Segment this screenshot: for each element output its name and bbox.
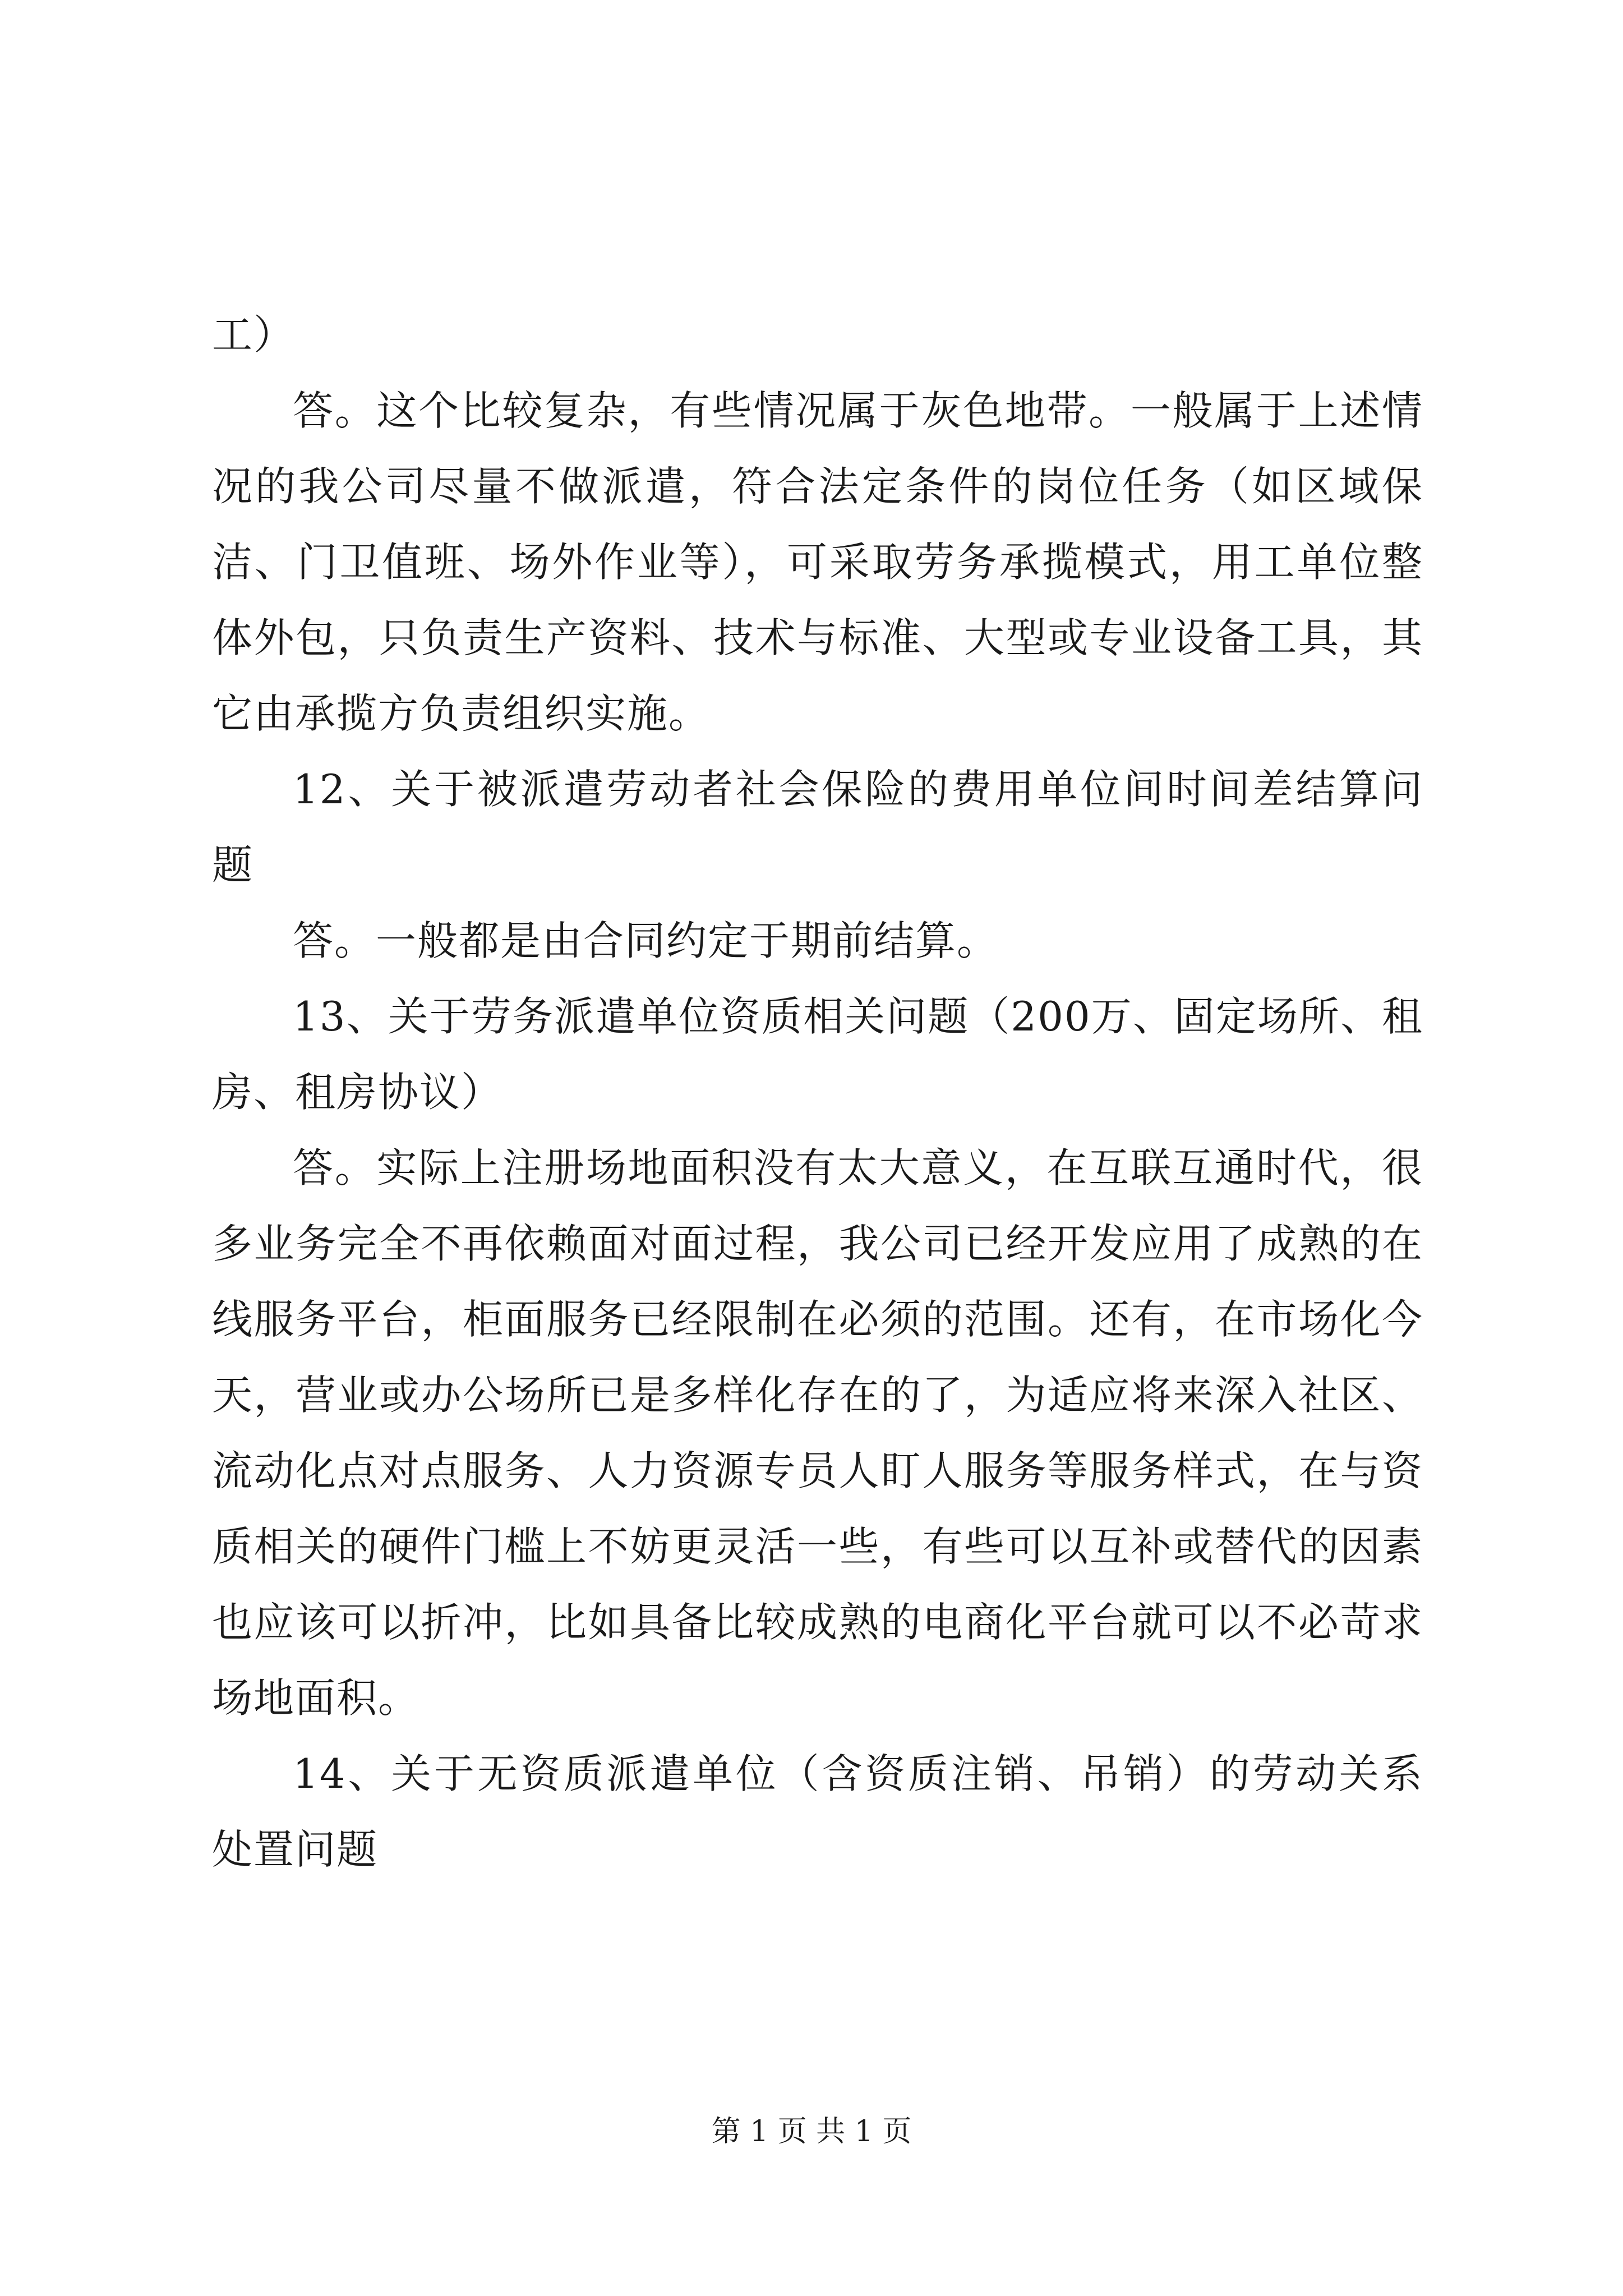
- paragraph-1: 工）: [212, 311, 296, 358]
- page-footer: 第 1 页 共 1 页: [711, 2115, 912, 2148]
- document-body: [212, 297, 1423, 1888]
- paragraph-3: 12、关于被派遣劳动者社会保险的费用单位间时间差结算问题: [212, 766, 1423, 889]
- paragraph-2: 答。这个比较复杂，有些情况属于灰色地带。一般属于上述情况的我公司尽量不做派遣，符合法定条件的岗位任务（如区域保洁、门卫值班、场外作业等），可采取劳务承揽模式，用工单位整体外包，只负责生产资料、技术与标准、大型或专业设备工具，其它由承揽方负责组织实施。: [212, 387, 1423, 737]
- paragraph-6: 答。实际上注册场地面积没有太大意义，在互联互通时代，很多业务完全不再依赖面对面过程，我公司已经开发应用了成熟的在线服务平台，柜面服务已经限制在必须的范围。还有，在市场化今天，营业或办公场所已是多样化存在的了，为适应将来深入社区、流动化点对点服务、人力资源专员人盯人服务等服务样式，在与资质相关的硬件门槛上不妨更灵活一些，有些可以互补或替代的因素也应该可以折冲，比如具备比较成熟的电商化平台就可以不必苛求场地面积。: [212, 1144, 1423, 1722]
- paragraph-7: 14、关于无资质派遣单位（含资质注销、吊销）的劳动关系处置问题: [212, 1750, 1423, 1873]
- paragraph-5: 13、关于劳务派遣单位资质相关问题（200万、固定场所、租房、租房协议）: [212, 993, 1423, 1116]
- paragraph-4: 答。一般都是由合同约定于期前结算。: [293, 917, 999, 964]
